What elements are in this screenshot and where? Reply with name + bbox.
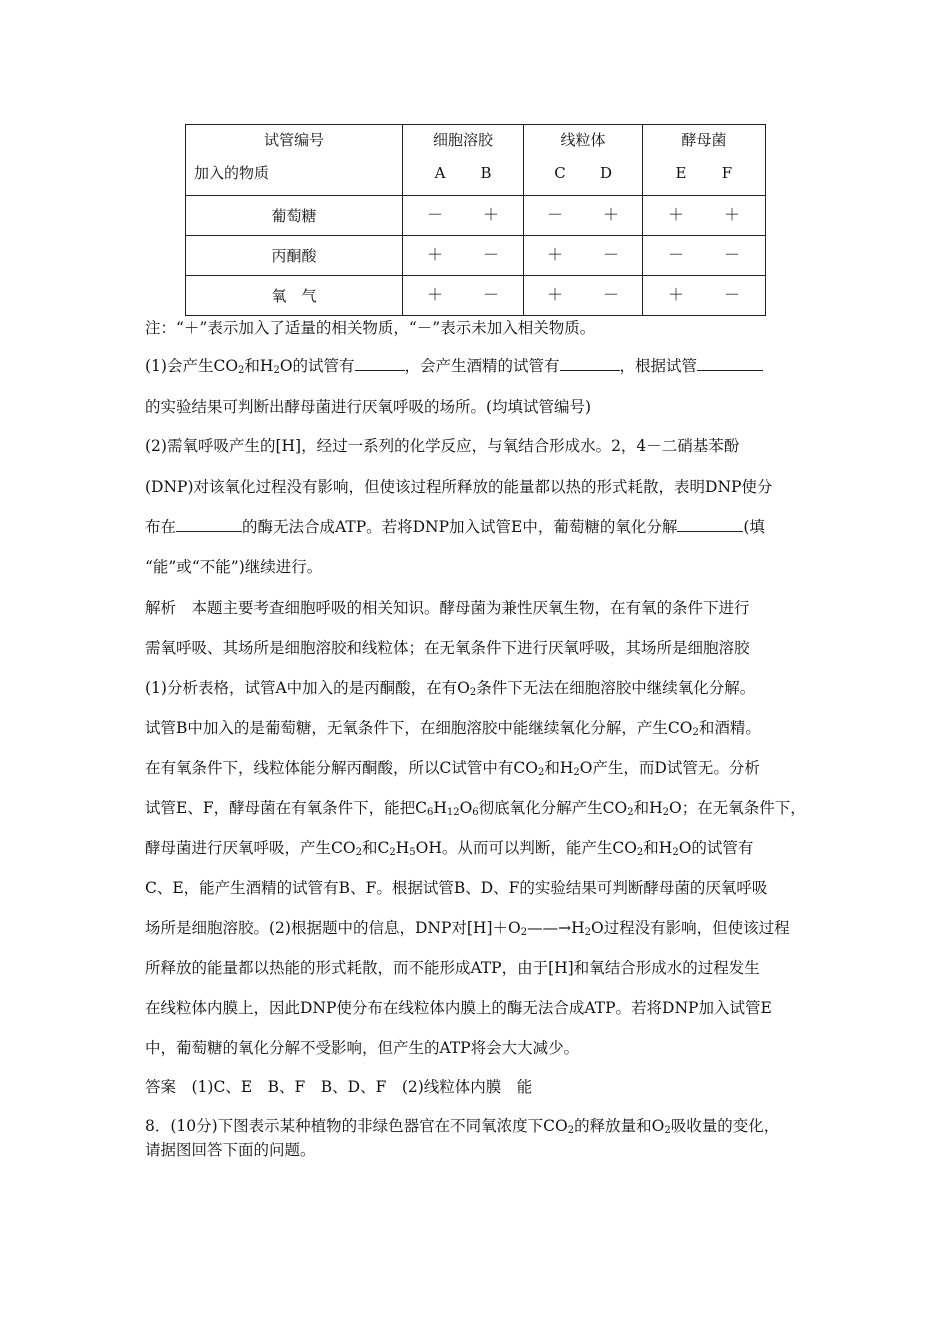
analysis-line: 需氧呼吸、其场所是细胞溶胶和线粒体；在无氧条件下进行厌氧呼吸，其场所是细胞溶胶 [145, 639, 750, 657]
tube-label: B [480, 163, 492, 182]
analysis-line: C、E，能产生酒精的试管有B、F。根据试管B、D、F的实验结果可判断酵母菌的厌氧呼吸 [145, 879, 768, 897]
cell-symbol: － [723, 285, 740, 305]
analysis-text: O产生，而D试管无。分析 [579, 759, 760, 777]
analysis-sub: 2 [636, 847, 644, 858]
table-row [186, 235, 766, 275]
cell-symbol: ＋ [546, 285, 563, 305]
question-8-line-2: 请据图回答下面的问题。 [145, 1141, 316, 1159]
q8-text: 吸收量的变化， [670, 1117, 780, 1135]
experiment-table [185, 124, 766, 316]
analysis-sub: 2 [355, 847, 362, 858]
group-mitochondria [524, 125, 643, 196]
analysis-sub: 5 [409, 847, 416, 858]
question-8-line-1 [145, 1116, 815, 1136]
q8-text: 的释放量和O [574, 1117, 665, 1135]
table-row [186, 275, 766, 315]
answer-blank[interactable] [560, 356, 620, 371]
cell-symbol: ＋ [546, 245, 563, 265]
analysis-line: 所释放的能量都以热能的形式耗散，而不能形成ATP，由于[H]和氧结合形成水的过程发生 [145, 959, 760, 977]
cell-symbol: － [723, 245, 740, 265]
q1-text: O的试管有 [279, 357, 355, 375]
q1-text: ，根据试管 [619, 357, 698, 375]
analysis-sub: 2 [627, 807, 634, 818]
analysis-sub: 2 [573, 767, 580, 778]
header-sub: 加入的物质 [194, 163, 270, 182]
cell-symbol: － [482, 285, 499, 305]
q2-text: (填 [743, 518, 765, 536]
group-name: 细胞溶胶 [432, 130, 493, 149]
analysis-sub: 2 [662, 807, 670, 818]
analysis-line [145, 678, 815, 698]
tube-label: D [599, 163, 613, 182]
q2-text: 的酶无法合成ATP。若将DNP加入试管E中，葡萄糖的氧化分解 [242, 518, 678, 536]
analysis-text: H [395, 839, 410, 857]
analysis-text: 和H [544, 759, 574, 777]
q1-sub: 2 [273, 365, 280, 376]
q8-sub: 2 [567, 1125, 575, 1136]
question-1-line-1 [145, 356, 815, 376]
analysis-sub: 2 [584, 927, 591, 938]
analysis-sub: 12 [446, 807, 460, 818]
q1-text: 和H [244, 357, 274, 375]
answer-blank[interactable] [697, 356, 763, 371]
analysis-text: 和酒精。 [698, 719, 761, 737]
q1-text: ，会产生酒精的试管有 [404, 357, 560, 375]
cell-symbol: ＋ [482, 205, 499, 225]
analysis-text: 和C [361, 839, 390, 857]
analysis-text: OH。从而可以判断，能产生CO [415, 839, 637, 857]
analysis-text: 条件下无法在细胞溶胶中继续氧化分解。 [476, 679, 756, 697]
answer-blank[interactable] [355, 356, 405, 371]
cell-symbol: ＋ [667, 205, 684, 225]
analysis-line: 在线粒体内膜上，因此DNP使分布在线粒体内膜上的酶无法合成ATP。若将DNP加入试管E [145, 999, 772, 1017]
analysis-line [145, 838, 815, 858]
cell-symbol: － [482, 245, 499, 265]
answer-blank[interactable] [176, 517, 242, 532]
analysis-text: 酵母菌进行厌氧呼吸，产生CO [145, 839, 356, 857]
group-cytosol [403, 125, 524, 196]
cell-symbol: ＋ [602, 205, 619, 225]
analysis-text: 彻底氧化分解产生CO [478, 799, 628, 817]
cell-symbol: ＋ [667, 285, 684, 305]
question-2-line-2: (DNP)对该氧化过程没有影响，但使该过程所释放的能量都以热的形式耗散，表明DNP使分 [145, 478, 773, 496]
analysis-text: 和H [633, 799, 663, 817]
question-1-line-2: 的实验结果可判断出酵母菌进行厌氧呼吸的场所。(均填试管编号) [145, 398, 592, 416]
analysis-sub: 6 [472, 807, 479, 818]
analysis-sub: 2 [537, 767, 545, 778]
tube-label: A [434, 163, 446, 182]
analysis-text: 和H [643, 839, 673, 857]
analysis-text: 场所是细胞溶胶。(2)根据题中的信息，DNP对[H]＋O [145, 919, 521, 937]
row-label: 丙酮酸 [186, 235, 403, 275]
question-2-line-4: “能”或“不能”)继续进行。 [145, 558, 323, 576]
analysis-text: 试管E、F，酵母菌在有氧条件下，能把C [145, 799, 427, 817]
analysis-sub: 2 [520, 927, 528, 938]
analysis-sub: 2 [692, 727, 699, 738]
analysis-sub: 6 [426, 807, 434, 818]
analysis-line [145, 718, 815, 738]
cell-symbol: － [667, 245, 684, 265]
analysis-text: O；在无氧条件下， [669, 799, 806, 817]
group-yeast [643, 125, 766, 196]
tube-label: F [721, 163, 733, 182]
q1-sub: 2 [238, 365, 245, 376]
row-label: 氧 气 [186, 275, 403, 315]
analysis-text: 在有氧条件下，线粒体能分解丙酮酸，所以C试管中有CO [145, 759, 538, 777]
analysis-text: O过程没有影响，但使该过程 [590, 919, 790, 937]
group-name: 线粒体 [560, 130, 606, 149]
analysis-line: 解析 本题主要考查细胞呼吸的相关知识。酵母菌为兼性厌氧生物，在有氧的条件下进行 [145, 599, 750, 617]
analysis-text: (1)分析表格，试管A中加入的是丙酮酸，在有O [145, 679, 470, 697]
table-header-cell [186, 125, 403, 196]
q8-text: 8．(10分)下图表示某种植物的非绿色器官在不同氧浓度下CO [145, 1117, 568, 1135]
analysis-sub: 2 [389, 847, 396, 858]
analysis-text: ——→H [527, 919, 585, 937]
question-2-line-3 [145, 517, 815, 537]
table-row [186, 195, 766, 235]
analysis-line [145, 798, 815, 818]
answer-line: 答案 (1)C、E B、F B、D、F (2)线粒体内膜 能 [145, 1078, 533, 1096]
q2-text: 布在 [145, 518, 177, 536]
group-name: 酵母菌 [681, 130, 727, 149]
analysis-text: O的试管有 [678, 839, 754, 857]
analysis-text: 试管B中加入的是葡萄糖，无氧条件下，在细胞溶胶中能继续氧化分解，产生CO [145, 719, 693, 737]
analysis-sub: 2 [469, 687, 477, 698]
question-2-line-1: (2)需氧呼吸产生的[H]，经过一系列的化学反应，与氧结合形成水。2，4－二硝基苯酚 [145, 437, 740, 455]
analysis-text: H [433, 799, 447, 817]
q8-sub: 2 [664, 1125, 671, 1136]
cell-symbol: － [602, 285, 619, 305]
header-title: 试管编号 [263, 130, 324, 149]
analysis-text: O [459, 799, 473, 817]
cell-symbol: ＋ [426, 285, 443, 305]
cell-symbol: － [546, 205, 563, 225]
answer-blank[interactable] [677, 517, 743, 532]
row-label: 葡萄糖 [186, 195, 403, 235]
tube-label: E [675, 163, 687, 182]
cell-symbol: ＋ [426, 245, 443, 265]
analysis-line [145, 918, 815, 938]
cell-symbol: － [602, 245, 619, 265]
tube-label: C [554, 163, 566, 182]
analysis-sub: 2 [672, 847, 679, 858]
cell-symbol: ＋ [723, 205, 740, 225]
cell-symbol: － [426, 205, 443, 225]
analysis-line [145, 758, 815, 778]
table-note: 注：“＋”表示加入了适量的相关物质，“－”表示未加入相关物质。 [145, 319, 596, 337]
analysis-line: 中，葡萄糖的氧化分解不受影响，但产生的ATP将会大大减少。 [145, 1039, 580, 1057]
q1-text: (1)会产生CO [145, 357, 239, 375]
